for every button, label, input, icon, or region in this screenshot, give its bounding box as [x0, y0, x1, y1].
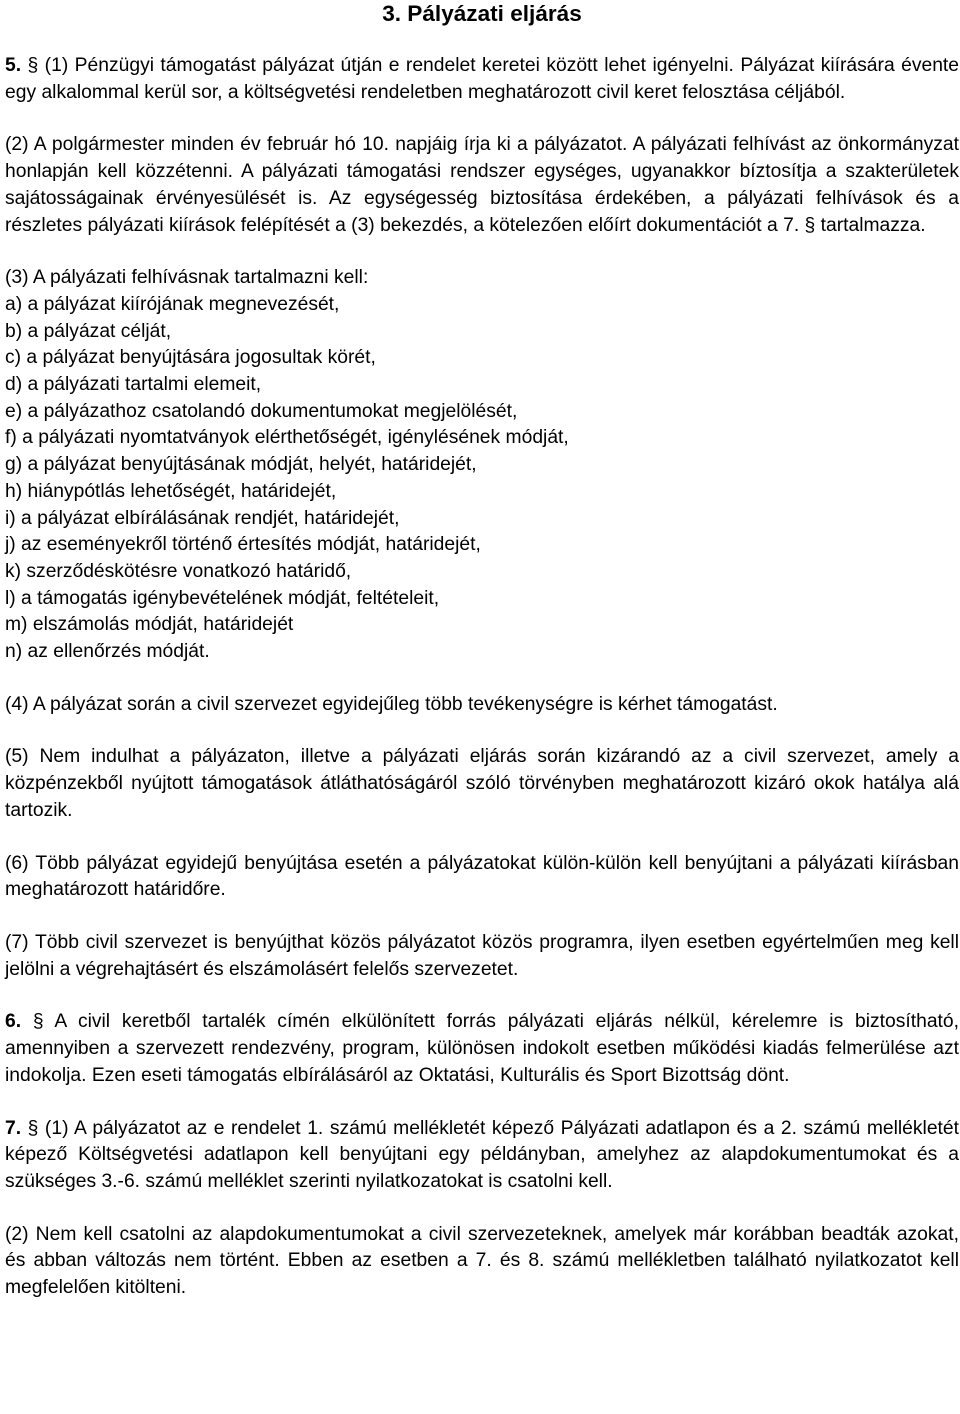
list-item: c) a pályázat benyújtására jogosultak körét,: [5, 347, 376, 369]
list-item: j) az eseményekről történő értesítés módját, határidejét,: [5, 534, 481, 556]
paragraph-5-3-intro: (3) A pályázati felhívásnak tartalmazni kell:: [5, 267, 369, 289]
list-item: d) a pályázati tartalmi elemeit,: [5, 374, 262, 396]
list-item: a) a pályázat kiírójának megnevezését,: [5, 293, 340, 315]
section-number-7: 7.: [5, 1117, 22, 1139]
paragraph-6: [5, 1009, 959, 1089]
document-page: [5, 0, 959, 1302]
section-number-6: 6.: [5, 1011, 22, 1033]
list-item: e) a pályázathoz csatolandó dokumentumokat megjelölését,: [5, 400, 518, 422]
paragraph-7-1-text: § (1) A pályázatot az e rendelet 1. számú mellékletét képező Pályázati adatlapon és a 2. számú mellékletét képező Költségvetési adatlapon kell benyújtani egy példányban, amelyhez az alapdokumentumokat és a szükséges 3.-6. számú melléklet szerinti nyilatkozatokat is csatolni kell.: [5, 1117, 959, 1192]
paragraph-5-6: (6) Több pályázat egyidejű benyújtása esetén a pályázatokat külön-külön kell benyújtani a pályázati kiírásban meghatározott határidőre.: [5, 852, 959, 901]
list-item: g) a pályázat benyújtásának módját, helyét, határidejét,: [5, 454, 477, 476]
paragraph-6-text: § A civil keretből tartalék címén elkülönített forrás pályázati eljárás nélkül, kérelemre is biztosítható, amennyiben a szervezett rendezvény, program, különösen indokolt esetben működési kiadás felmerülése azt indokolja. Ezen eseti támogatás elbírálásáról az Oktatási, Kulturális és Sport Bizottság dönt.: [5, 1011, 959, 1086]
paragraph-7-2: (2) Nem kell csatolni az alapdokumentumokat a civil szervezeteknek, amelyek már korábban beadták azokat, és abban változás nem történt. Ebben az esetben a 7. és 8. számú mellékletben található nyilatkozatot kell megfelelően kitölteni.: [5, 1223, 959, 1299]
list-item: k) szerződéskötésre vonatkozó határidő,: [5, 560, 352, 582]
paragraph-5-5: (5) Nem indulhat a pályázaton, illetve a pályázati eljárás során kizárandó az a civil szervezet, amely a közpénzekből nyújtott támogatások átláthatóságáról szóló törvényben meghatározott kizáró okok hatálya alá tartozik.: [5, 746, 959, 821]
section-number-5: 5.: [5, 55, 22, 76]
list-item: i) a pályázat elbírálásának rendjét, határidejét,: [5, 507, 400, 529]
list-item: n) az ellenőrzés módját.: [5, 641, 210, 663]
list-item: b) a pályázat célját,: [5, 320, 172, 342]
list-item: l) a támogatás igénybevételének módját, feltételeit,: [5, 587, 440, 609]
paragraph-7-1: [5, 1116, 959, 1196]
paragraph-5-2: (2) A polgármester minden év február hó 10. napjáig írja ki a pályázatot. A pályázati felhívást az önkormányzat honlapján kell közzétenni. A pályázati támogatási rendszer egységes, ugyanakkor bíztosítja a szakterületek sajátosságainak érvényesülését is. Az egységesség biztosítása érdekében, a pályázati felhívások és a részletes pályázati kiírások felépítését a (3) bekezdés, a kötelezően előírt dokumentációt a 7. § tartalmazza.: [5, 134, 959, 236]
paragraph-5-4: (4) A pályázat során a civil szervezet egyidejűleg több tevékenységre is kérhet támogatást.: [5, 693, 778, 715]
list-item: h) hiánypótlás lehetőségét, határidejét,: [5, 480, 337, 502]
paragraph-5-1-text: § (1) Pénzügyi támogatást pályázat útján e rendelet keretei között lehet igényelni. Pályázat kiírására évente egy alkalommal kerül sor, a költségvetési rendeletben meghatározott civil keret felosztása céljából.: [5, 55, 959, 103]
section-title: 3. Pályázati eljárás: [382, 1, 582, 26]
paragraph-5-1: [5, 53, 959, 106]
list-item: f) a pályázati nyomtatványok elérthetőségét, igénylésének módját,: [5, 427, 569, 449]
paragraph-5-7: (7) Több civil szervezet is benyújthat közös pályázatot közös programra, ilyen esetben egyértelműen meg kell jelölni a végrehajtásért és elszámolásért felelős szervezetet.: [5, 931, 959, 980]
list-item: m) elszámolás módját, határidejét: [5, 614, 294, 636]
requirements-list: [5, 292, 959, 666]
